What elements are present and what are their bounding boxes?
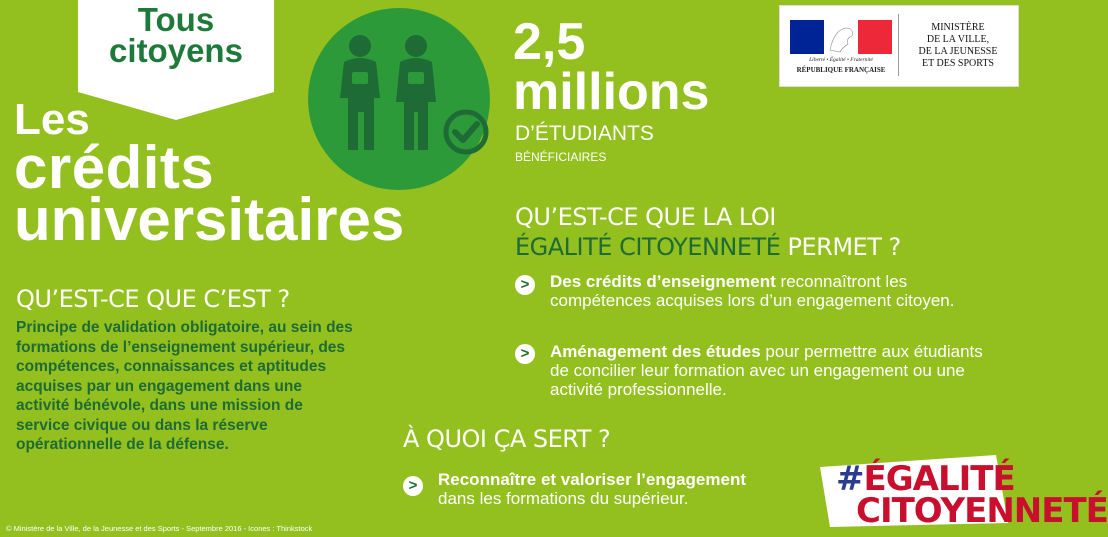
purpose-question: À QUOI ÇA SERT ? xyxy=(403,425,611,453)
title-line3: universitaires xyxy=(14,186,405,253)
bullet-icon: > xyxy=(515,344,535,364)
title-line1: Les xyxy=(14,95,90,144)
stat-unit: millions xyxy=(513,63,710,121)
students-icon xyxy=(330,32,450,152)
loi-question-line1: QU’EST-CE QUE LA LOI xyxy=(515,203,776,231)
logo-motto: Liberté • Égalité • Fraternité xyxy=(809,57,873,63)
loi-item-2-bold: Aménagement des études xyxy=(550,342,761,361)
banner-line1: Tous xyxy=(137,1,215,38)
purpose-item xyxy=(438,470,778,508)
stat-number: 2,5 xyxy=(513,13,586,71)
title-line2: crédits xyxy=(14,134,215,201)
purpose-item-text: dans les formations du supérieur. xyxy=(438,489,689,508)
loi-item-2-text: pour permettre aux étudiants de concilier leur formation avec un engagement ou une activité professionnelle. xyxy=(550,342,983,399)
bullet-icon: > xyxy=(515,275,535,295)
what-question: QU’EST-CE QUE C’EST ? xyxy=(16,285,290,313)
logo-ministry-name: MINISTÈRE DE LA VILLE, DE LA JEUNESSE ET DES SPORTS xyxy=(918,22,998,69)
loi-item-1 xyxy=(550,272,990,310)
footer-credits: © Ministère de la Ville, de la Jeunesse et des Sports - Septembre 2016 - Icones : Thinkstock xyxy=(6,524,313,533)
what-paragraph: Principe de validation obligatoire, au sein des formations de l’enseignement supérieur, des compétences, connaissances et aptitudes acquises par un engagement dans une activité bénévole, dans une mission de service civique ou dans la réserve opérationnelle de la défense. xyxy=(16,319,353,453)
loi-question-line2 xyxy=(515,232,901,262)
loi-question-end: PERMET ? xyxy=(780,233,901,261)
loi-name: ÉGALITÉ CITOYENNETÉ xyxy=(515,233,781,261)
hashtag-line2: CITOYENNETÉ xyxy=(856,491,1108,531)
stat-subtitle: D’ÉTUDIANTS xyxy=(515,122,654,145)
purpose-item-bold: Reconnaître et valoriser l’engagement xyxy=(438,470,746,489)
marianne-flag-icon xyxy=(790,20,892,54)
stat-subsubtitle: BÉNÉFICIAIRES xyxy=(515,150,607,164)
loi-item-2 xyxy=(550,342,990,399)
bullet-icon: > xyxy=(403,476,423,496)
loi-item-1-text: reconnaîtront les compétences acquises lors d’un engagement citoyen. xyxy=(550,272,955,310)
banner-line2: citoyens xyxy=(109,32,243,69)
hashtag-line1: ÉGALITÉ xyxy=(863,459,1015,499)
loi-question xyxy=(515,202,901,262)
hashtag-text xyxy=(836,459,1108,531)
logo-republic: RÉPUBLIQUE FRANÇAISE xyxy=(796,66,886,74)
banner-text xyxy=(78,1,274,69)
logo-separator xyxy=(898,14,899,76)
hashtag-symbol: # xyxy=(836,459,864,499)
check-icon xyxy=(442,108,490,156)
loi-item-1-bold: Des crédits d’enseignement xyxy=(550,272,776,291)
